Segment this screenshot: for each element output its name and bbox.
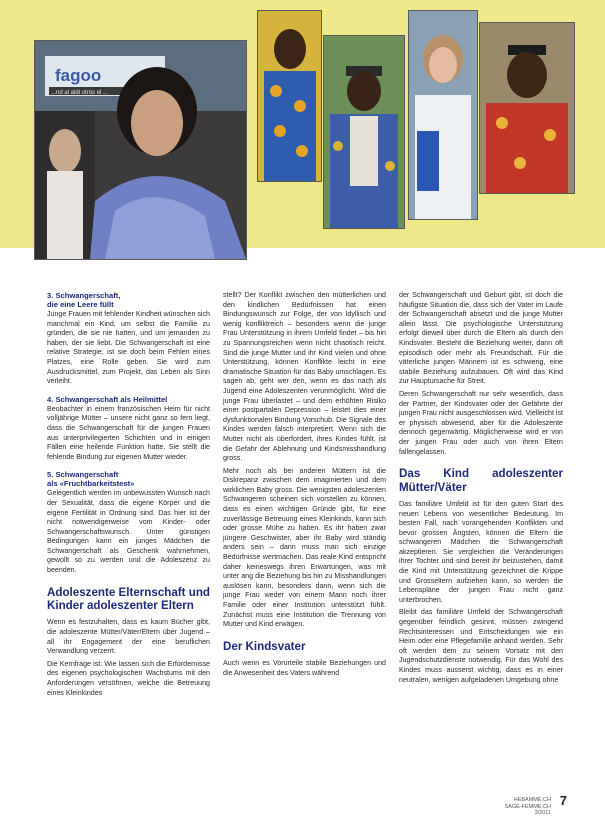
magazine-name: HEBAMME.CH — [513, 797, 551, 803]
paragraph: Junge Frauen mit fehlender Kindheit wünschen sich manchmal ein Kind, um selbst die Familie zu gründen, die sie nie hatten, und um jemanden zu haben, der sie liebt. Die Schwangerschaft ist eine relative Strategie, ist sie doch beim Fehlen eines Platzes, eine Rolle geben. Sie wird zum Ausdrucksmittel, zum Projekt, das Leben als Sinn verleiht. — [47, 310, 210, 386]
article-column-1 — [47, 291, 210, 701]
magazine-issue: SAGE-FEMME.CH 3/2011 — [504, 803, 551, 816]
banner-logo-text: fagoo — [55, 66, 102, 85]
paragraph: Das familiäre Umfeld ist für den guten Start des neuen Lebens von wesentlicher Bedeutung. Im besten Fall, nach vorangehenden Konflikten und bevor grossen Ängsten, können die Eltern die schwangeren Mädchen die Schwangerschaft akzeptieren. Sie vergleichen die Veränderungen ihrer Tochter und sind bereit ihr beizustehen, damit die Kind mit Unterstützung gezeichnet die Krippe und Grosseltern aufziehen kann, so werden die Lebenspläne der jungen Frau nicht ganz unterbrochen. — [399, 499, 563, 604]
photo-man-with-cap — [323, 35, 405, 229]
section-heading-5: 5. Schwangerschaft als «Fruchtbarkeitstest» — [47, 470, 135, 489]
subheading-kindsvater: Der Kindsvater — [223, 639, 306, 653]
article-column-3 — [399, 291, 563, 688]
paragraph: Wenn es festzuhalten, dass es kaum Bücher gibt, die adoleszente Mütter/Väter/Eltern über Jugend – all ihr Engagement der eine beruflichen Verwandlung verzerrt. — [47, 618, 210, 656]
paragraph: Beobachter in einem französischen Heim für nicht volljährige Mütter – unsere nicht ganz so fern liegt, dass die Schwangerschaft für die jungen Frauen aus unterprivilegierten Schichten und in einigen Fällen eine heilende Funktion hatte. Sie stellt die fehlende Bindung zur eigenen Mutter wieder. — [47, 404, 210, 461]
section-heading-3: 3. Schwangerschaft, die eine Leere füllt — [47, 291, 121, 309]
paragraph: Auch wenn es Vorurteile stabile Beziehungen und die Anwesenheit des Vaters während — [223, 659, 386, 677]
paragraph: Mehr noch als bei anderen Müttern ist die Diskrepanz zwischen dem imaginierten und dem wirklichen Baby gross. Die wenigsten adoleszenten Schwangeren scheinen sich vorstellen zu können, dass es einen wichtigen Gründe gibt, für eine zuverlässige Betreuung eines Kleinkinds, kann sich oder grosse Mühe zu haben. Es ihr haben zwar jüngere Geschwister, aber ihr Baby wird ständig anders sein – dann muss man sich einzige Bedürfnisse wertmachen. Das reale Kind entspricht daher keineswegs ihren Erwartungen, was mit unter ang die Beziehung bis hin zu Misshandlungen auslösen kann, besonders dann, wenn sich die junge Frau weder von einem Mann noch ihrer Familie oder einer Institution unterstützt fühlt. Zunächst muss eine Institution die Trennung von Mutter und Kind erwägen. — [223, 466, 386, 629]
photo-woman-smiling — [408, 10, 478, 220]
paragraph: stellt? Der Konflikt zwischen den mütterlichen und den kindlichen Bedürfnissen hat einen Bindungswunsch zur Folge, der von Idyllisch und wenig konfliktreich – besonders wenn die junge Frau Unterstützung in ihrem Umfeld findet – bis hin zu Spannungsreichen wenn nicht chaotisch reicht. Sind die junge Mutter und ihr Kind vielen und ohne Unterstützung, können Konflikte leicht in eine dramatische Situation für das Baby umschlagen. Es sagen ab, geht wer den, wenn es das nach als Jugend eine Adoleszenten verunmöglicht. Wird die junge Frau überlastet – und dem erhöhten Risiko einer postpartalen Depression – leistet dies einer dysfunktionalen Bindung Vorschub. Die Signale des Kindes werden falsch interpretiert. Wenn sich die Mutter nicht als überfordert, ihres Kindes fühlt, ist die Gefahr der Ablehnung und Kindsmisshandlung gross. — [223, 291, 386, 463]
subheading-kind-adoleszenter: Das Kind adoleszenter Mütter/Väter — [399, 467, 563, 494]
magazine-info — [487, 797, 551, 817]
paragraph: Bleibt das familiäre Umfeld der Schwangerschaft gegenüber feindlich gesinnt, müssen zwingend Rechtsinteressen und Entscheidungen wie ein Heim oder eine Pflegefamilie anhand werden. Sehr oft werden dem zu seinem Vorsatz mit den Jugendschutzdienste notwendig. Für das Wohl des Kindes muss ausserst wichtig, dass es in einer neutralen, wenigen aufgeladenen Umgebung ohne — [399, 608, 563, 684]
paragraph: Gelegentlich werden im unbewussten Wunsch nach der Sexualität, dass die eigene Körper und die eigene Fertilität in Ordnung sind. Das hier ist der nicht notwendigerweise vom Kinder- oder Schwangerschaftswunsch. Unter günstigen Bedingungen kann ein junges Mädchen die Schwangerschaft als Geschenk wahrnehmen, gewollt so zu werden und die Adoleszenz zu beenden. — [47, 489, 210, 575]
photo-woman-blue-shawl — [34, 40, 247, 260]
page-footer — [487, 793, 567, 823]
paragraph: Deren Schwangerschaft nur sehr wesentlich, dass der Partner, der Kindsvater oder der Gefährte der jungen Frau nicht ausgeschlossen wird. Vielleicht ist er physisch abwesend, aber für die Adoleszente dennoch gegenwärtig. Möglicherweise wird er von der jungen Frau oder auch von ihren Eltern fallengelassen. — [399, 389, 563, 456]
subheading-adolescent-parenthood: Adoleszente Elternschaft und Kinder adoleszenter Eltern — [47, 585, 210, 613]
photo-man-red-shirt — [479, 22, 575, 194]
article-column-2 — [223, 291, 386, 681]
section-heading-4: 4. Schwangerschaft als Heilmittel — [47, 394, 168, 404]
page-number: 7 — [559, 793, 567, 808]
photo-man-patterned-shirt — [257, 10, 322, 182]
banner-subtext: ...nd al aldi otros el ... — [51, 90, 109, 96]
paragraph: Die Kernfrage ist: Wie lassen sich die Erfordernisse des eigenen psychologischen Wachstums mit den Anforderungen versöhnen, welche die Betreuung eines Kleinkindes — [47, 659, 210, 697]
paragraph: der Schwangerschaft und Geburt gibt, ist doch die häufigste Situation die, dass sich der Vater im Laufe der Schwangerschaft absetzt und die junge Mutter allein lässt. Die psychologische Unterstützung erfolgt dieweil über durch die Eltern als durch den Kindsvater. Besteht die Beziehung weiter, dann oft episodisch oder mehr als Freundschaft. Für die väterliche jungen Männern ist es schwierig, eine stabile Beziehung aufzubauen. Oft wird das Kind zur Hauptursache für Streit. — [399, 291, 563, 386]
